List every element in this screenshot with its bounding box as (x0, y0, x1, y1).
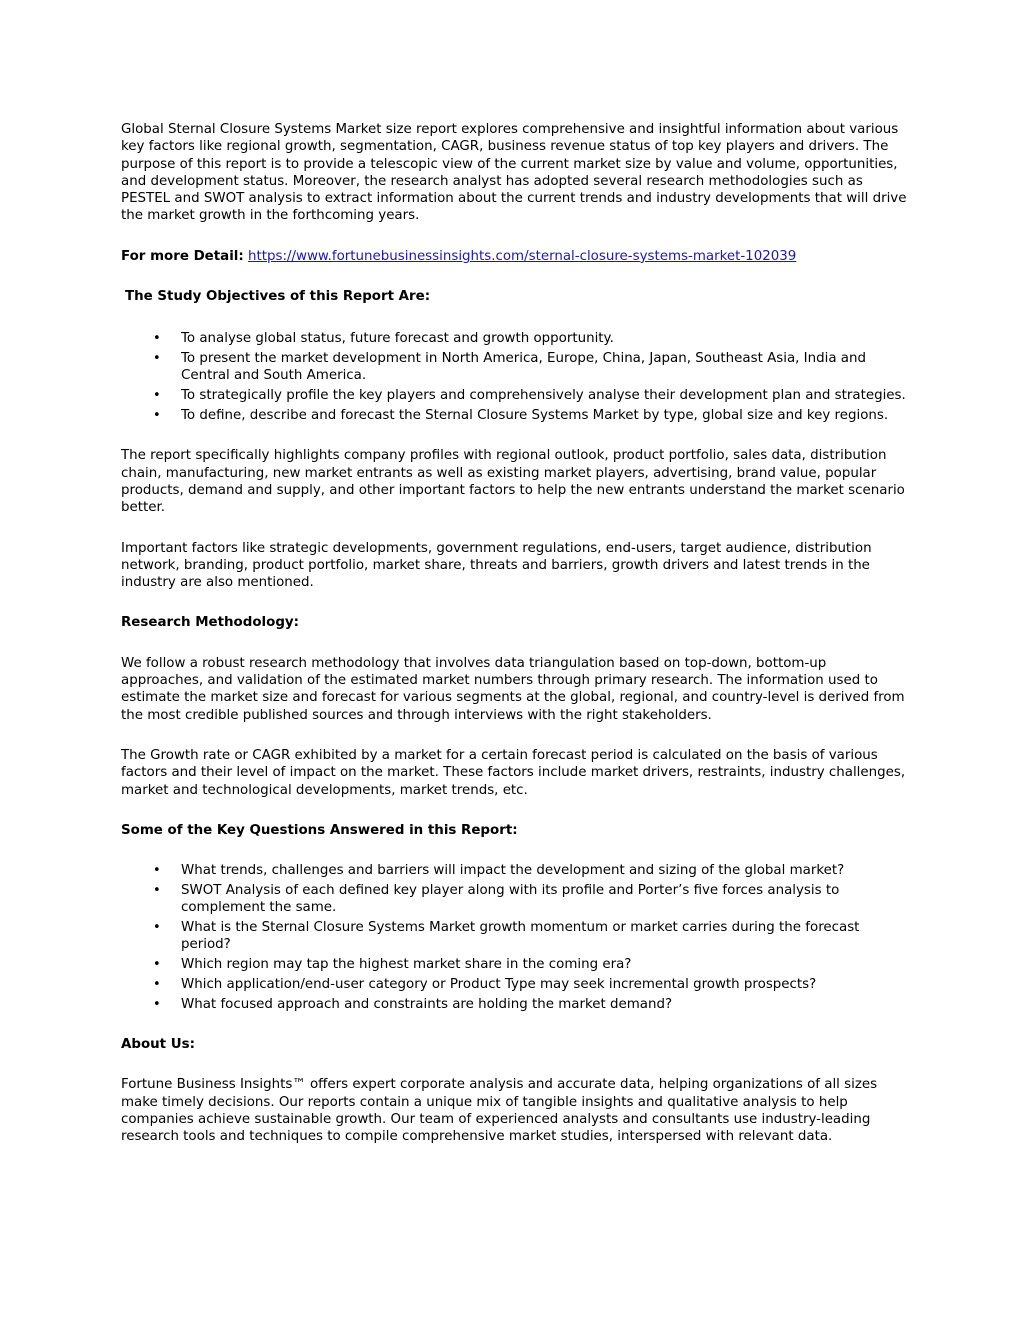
intro-paragraph: Global Sternal Closure Systems Market size report explores comprehensive and insightful information about various key factors like regional growth, segmentation, CAGR, business revenue status of top key players and drivers. The purpose of this report is to provide a telescopic view of the current market size by value and volume, opportunities, and development status. Moreover, the research analyst has adopted several research methodologies such as PESTEL and SWOT analysis to extract information about the current trends and industry developments that will drive the market growth in the forthcoming years. (121, 122, 907, 224)
list-item (121, 862, 911, 879)
bullet-icon: • (153, 957, 161, 973)
bullet-icon: • (153, 996, 161, 1012)
list-item (121, 330, 911, 347)
list-item (121, 407, 911, 424)
list-item (121, 956, 911, 973)
report-link[interactable]: https://www.fortunebusinessinsights.com/sternal-closure-systems-market-102039 (248, 248, 797, 264)
list-item (121, 350, 911, 385)
list-item-text: What focused approach and constraints are holding the market demand? (181, 996, 673, 1012)
list-item (121, 919, 911, 954)
growth-rate-paragraph: The Growth rate or CAGR exhibited by a market for a certain forecast period is calculated on the basis of various factors and their level of impact on the market. These factors include market drivers, restraints, industry challenges, market and technological developments, market trends, etc. (121, 747, 906, 798)
list-item-text: What trends, challenges and barriers will impact the development and sizing of the global market? (181, 863, 845, 879)
methodology-paragraph: We follow a robust research methodology that involves data triangulation based on top-down, bottom-up approaches, and validation of the estimated market numbers through primary research. The information used to estimate the market size and forecast for various segments at the global, regional, and country-level is derived from the most credible published sources and through interviews with the right stakeholders. (121, 655, 905, 723)
list-item-text: What is the Sternal Closure Systems Market growth momentum or market carries during the forecast period? (181, 920, 860, 953)
bullet-icon: • (153, 920, 161, 935)
list-item (121, 882, 911, 917)
about-paragraph: Fortune Business Insights™ offers expert corporate analysis and accurate data, helping organizations of all sizes make timely decisions. Our reports contain a unique mix of tangible insights and qualitative analysis to help companies achieve sustainable growth. Our team of experienced analysts and consultants use industry-leading research tools and techniques to compile comprehensive market studies, interspersed with relevant data. (121, 1077, 878, 1145)
factors-paragraph: Important factors like strategic developments, government regulations, end-users, target audience, distribution network, branding, product portfolio, market share, threats and barriers, growth drivers and latest trends in the industry are also mentioned. (121, 540, 872, 591)
list-item-text: Which application/end-user category or Product Type may seek incremental growth prospects? (181, 976, 817, 992)
bullet-icon: • (153, 408, 161, 424)
list-item (121, 387, 911, 404)
bullet-icon: • (153, 863, 161, 879)
list-item (121, 996, 911, 1013)
bullet-icon: • (153, 388, 161, 404)
list-item (121, 976, 911, 993)
list-item-text: To strategically profile the key players and comprehensively analyse their development plan and strategies. (181, 388, 906, 404)
questions-list (121, 862, 911, 1013)
list-item-text: To present the market development in North America, Europe, China, Japan, Southeast Asia, India and Central and South America. (181, 351, 866, 384)
list-item-text: To analyse global status, future forecast and growth opportunity. (181, 331, 614, 347)
list-item-text: To define, describe and forecast the Sternal Closure Systems Market by type, global size and key regions. (181, 408, 889, 424)
list-item-text: SWOT Analysis of each defined key player along with its profile and Porter’s five forces analysis to complement the same. (181, 882, 840, 916)
detail-line (121, 248, 911, 265)
about-heading: About Us: (121, 1036, 195, 1052)
detail-label: For more Detail: (121, 248, 244, 264)
bullet-icon: • (153, 976, 161, 992)
bullet-icon: • (153, 331, 161, 347)
bullet-icon: • (153, 351, 161, 367)
objectives-heading: The Study Objectives of this Report Are: (125, 289, 431, 305)
objectives-list (121, 330, 911, 424)
bullet-icon: • (153, 882, 161, 898)
questions-heading: Some of the Key Questions Answered in this Report: (121, 822, 518, 838)
methodology-heading: Research Methodology: (121, 615, 300, 631)
document-page (121, 121, 911, 1168)
profiles-paragraph: The report specifically highlights company profiles with regional outlook, product portfolio, sales data, distribution chain, manufacturing, new market entrants as well as existing market players, advertising, brand value, popular products, demand and supply, and other important factors to help the new entrants understand the market scenario better. (121, 448, 905, 516)
list-item-text: Which region may tap the highest market share in the coming era? (181, 957, 632, 973)
